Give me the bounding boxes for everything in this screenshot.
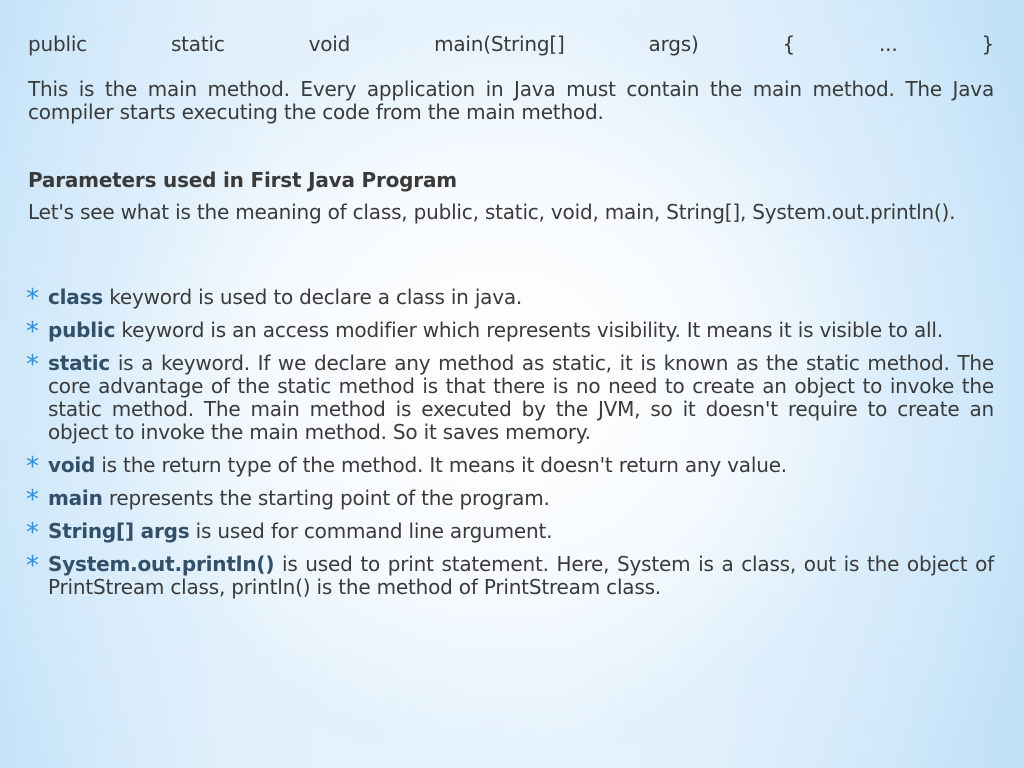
keyword-term: main [48, 486, 103, 510]
signature-token: void [308, 32, 351, 56]
intro-paragraph: This is the main method. Every application in Java must contain the main method. The Java compiler starts executing the code from the main method. [28, 77, 994, 124]
keyword-term: System.out.println() [48, 552, 275, 576]
asterisk-bullet-icon: * [26, 485, 39, 515]
asterisk-bullet-icon: * [26, 518, 39, 548]
keyword-term: static [48, 351, 111, 375]
list-item [26, 485, 994, 515]
keyword-description: is used to print statement. Here, System is a class, out is the object of PrintStream class, println() is the method of PrintStream class. [48, 552, 994, 599]
keyword-term: void [48, 453, 96, 477]
keyword-description: keyword is an access modifier which represents visibility. It means it is visible to all. [121, 318, 943, 342]
section-heading: Parameters used in First Java Program [28, 168, 457, 192]
asterisk-bullet-icon: * [26, 284, 39, 314]
keyword-term: class [48, 285, 104, 309]
keyword-description: keyword is used to declare a class in java. [109, 285, 523, 309]
signature-token: { [782, 32, 796, 56]
asterisk-bullet-icon: * [26, 350, 39, 380]
main-method-signature [28, 32, 994, 56]
list-item [26, 317, 994, 347]
keyword-term: String[] args [48, 519, 190, 543]
keyword-description: is used for command line argument. [195, 519, 553, 543]
keyword-description: is a keyword. If we declare any method as static, it is known as the static method. The core advantage of the static method is that there is no need to create an object to invoke the static method. The main method is executed by the JVM, so it doesn't require to create an object to invoke the main method. So it saves memory. [48, 351, 994, 444]
list-item [26, 518, 994, 548]
list-item [28, 553, 994, 599]
signature-token: main(String[] [434, 32, 565, 56]
asterisk-bullet-icon: * [26, 551, 39, 581]
signature-token: public [28, 32, 87, 56]
signature-token: } [981, 32, 994, 56]
lead-paragraph: Let's see what is the meaning of class, public, static, void, main, String[], System.out.println(). [28, 200, 956, 224]
signature-token: static [170, 32, 225, 56]
keyword-term: public [48, 318, 116, 342]
signature-token: args) [648, 32, 699, 56]
asterisk-bullet-icon: * [26, 452, 39, 482]
asterisk-bullet-icon: * [26, 317, 39, 347]
keyword-bullet-list [28, 286, 994, 609]
signature-token: ... [879, 32, 898, 56]
keyword-description: represents the starting point of the program. [108, 486, 550, 510]
list-item [28, 352, 994, 444]
list-item [26, 284, 994, 314]
keyword-description: is the return type of the method. It means it doesn't return any value. [101, 453, 787, 477]
slide [28, 0, 994, 768]
list-item [26, 452, 994, 482]
